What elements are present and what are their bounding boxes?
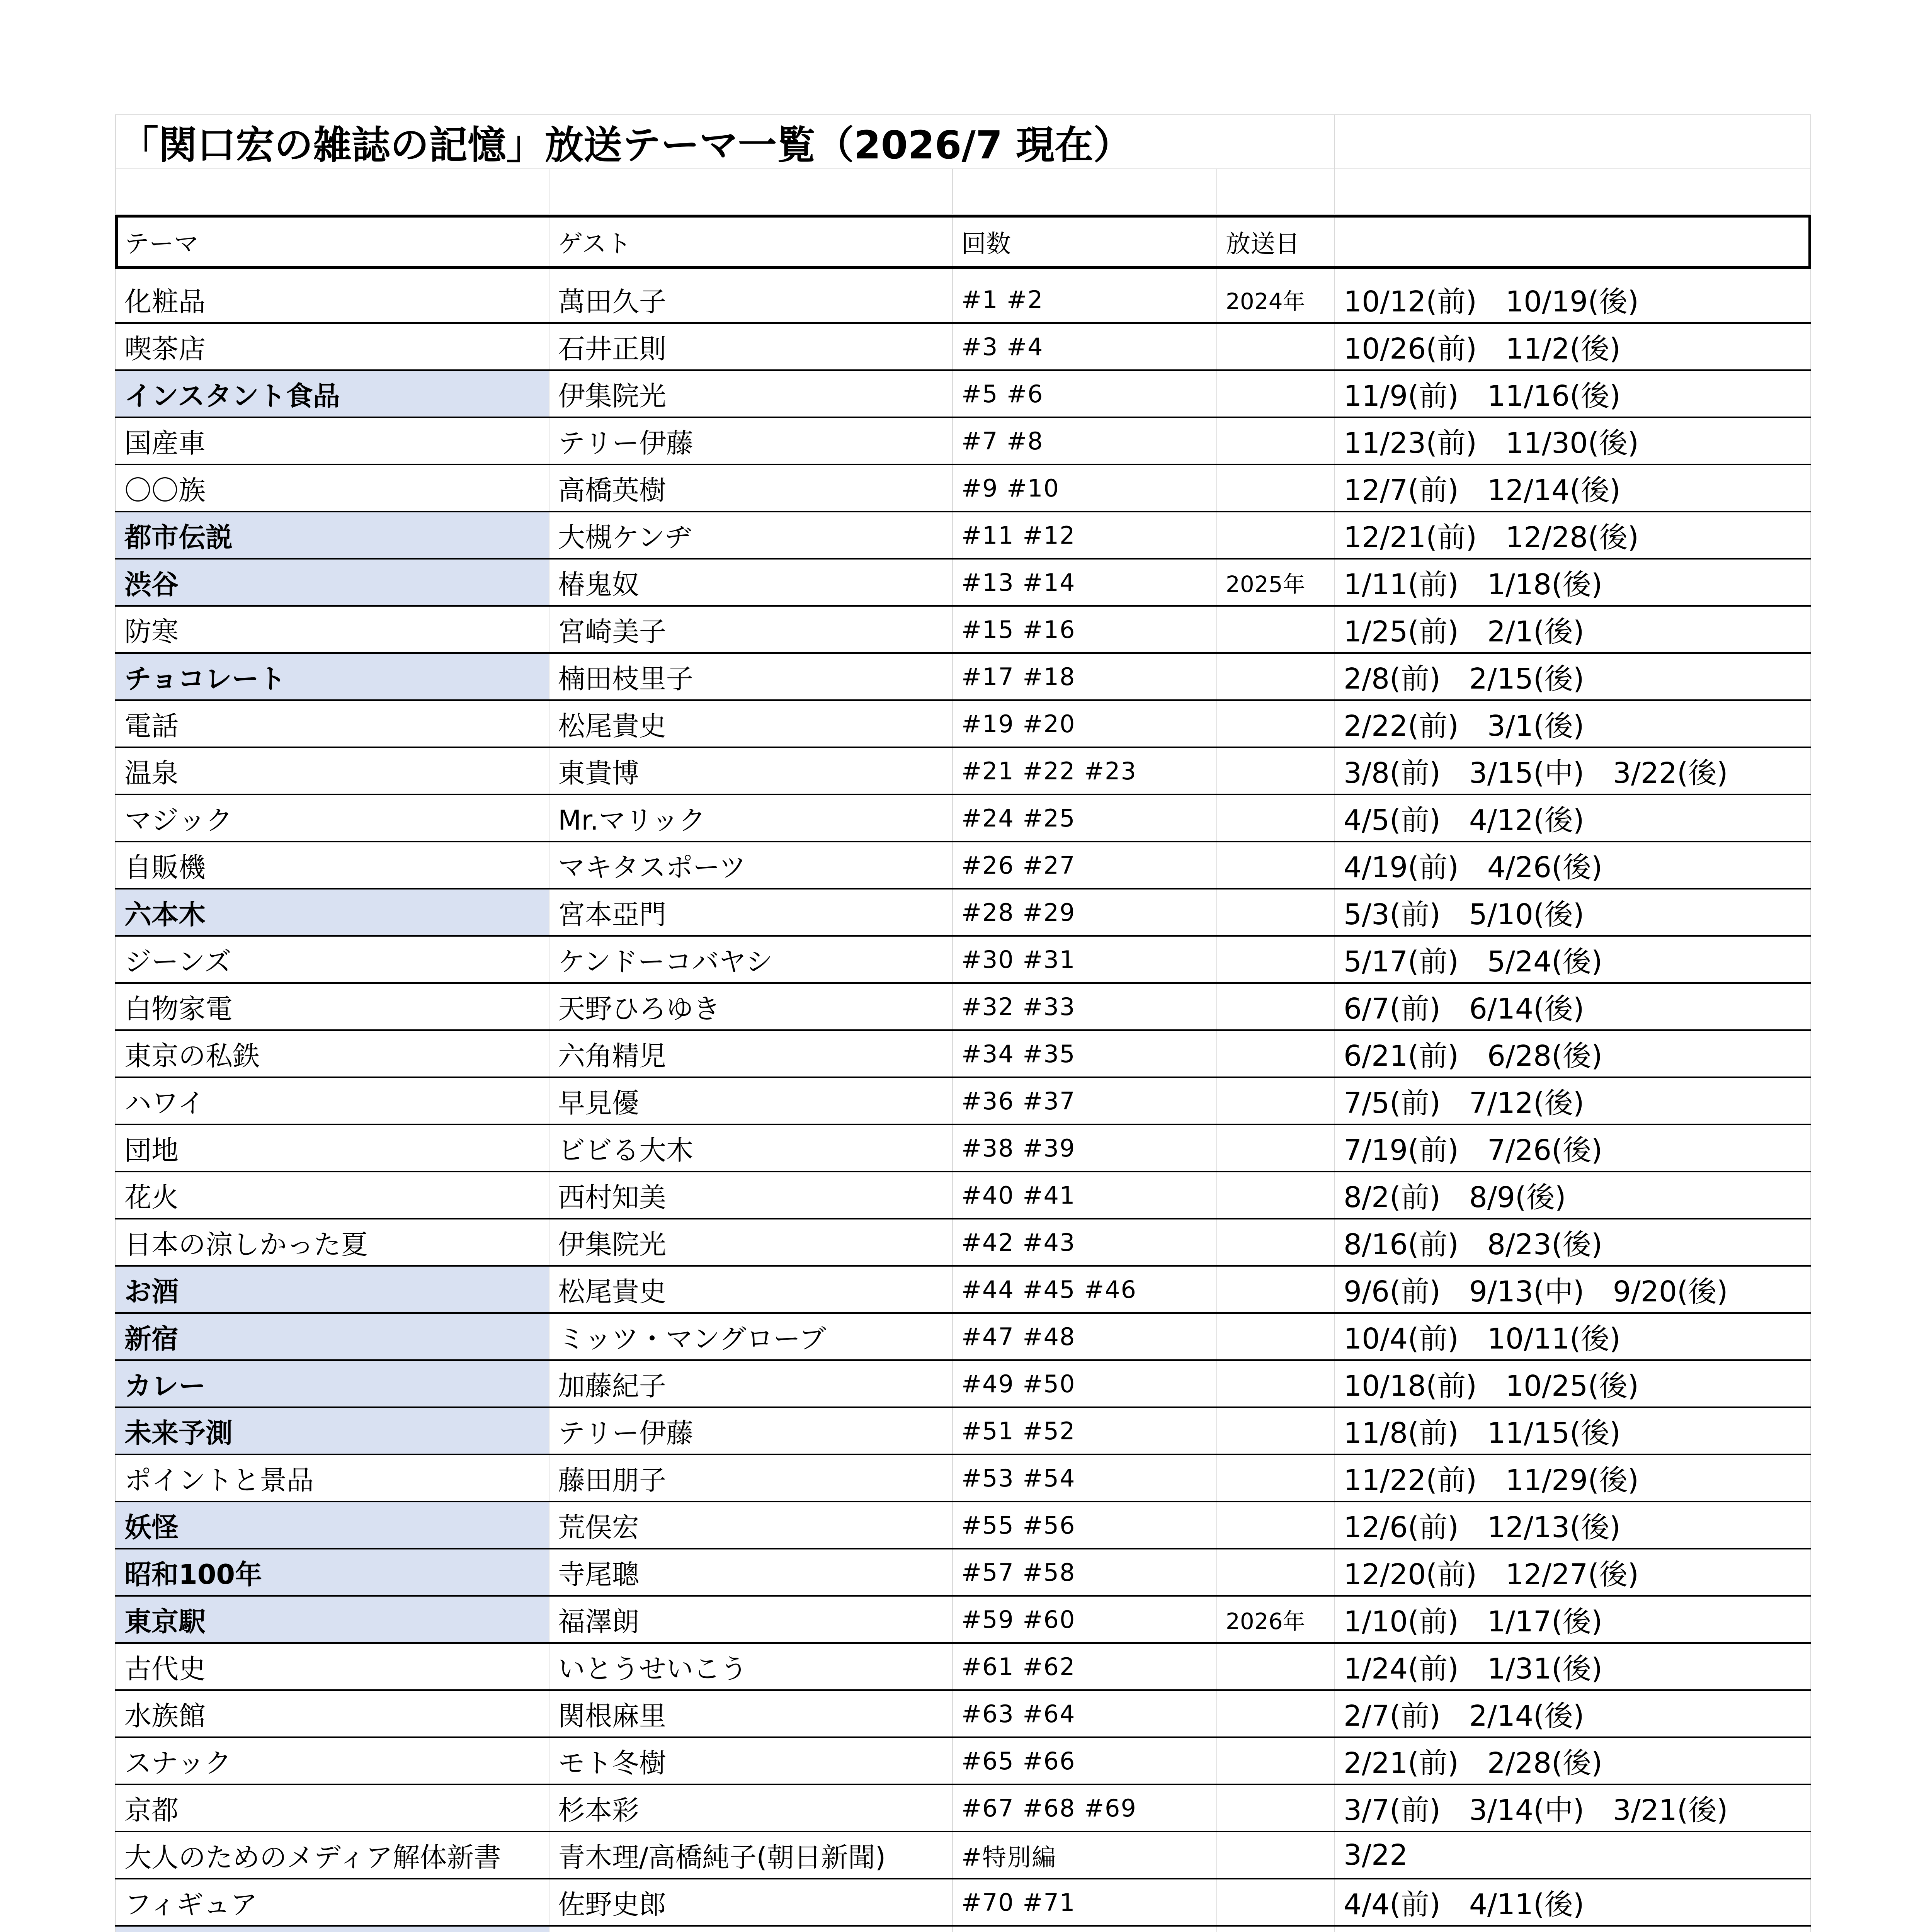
episodes-cell: #19 #20 xyxy=(953,701,1217,747)
guest-cell: ミッツ・マングローブ xyxy=(549,1314,953,1359)
dates-cell: 1/24(前) 1/31(後) xyxy=(1335,1644,1811,1689)
dates-cell: 3/8(前) 3/15(中) 3/22(後) xyxy=(1335,748,1811,794)
table-row xyxy=(115,1361,1811,1408)
table-row xyxy=(115,1785,1811,1832)
table-row xyxy=(115,1549,1811,1597)
dates-cell: 12/21(前) 12/28(後) xyxy=(1335,512,1811,558)
year-cell xyxy=(1217,1125,1335,1171)
empty-cell xyxy=(115,169,549,215)
episodes-cell: #61 #62 xyxy=(953,1644,1217,1689)
episodes-cell: #63 #64 xyxy=(953,1691,1217,1736)
guest-cell: 松尾貴史 xyxy=(549,1267,953,1312)
episodes-cell: #40 #41 xyxy=(953,1172,1217,1218)
episodes-cell: #1 #2 xyxy=(953,277,1217,322)
dates-cell: 7/5(前) 7/12(後) xyxy=(1335,1078,1811,1124)
theme-cell: 古代史 xyxy=(115,1644,549,1689)
episodes-cell: #38 #39 xyxy=(953,1125,1217,1171)
dates-cell: 5/3(前) 5/10(後) xyxy=(1335,889,1811,935)
guest-cell: 大槻ケンヂ xyxy=(549,512,953,558)
dates-cell: 5/17(前) 5/24(後) xyxy=(1335,937,1811,982)
year-cell xyxy=(1217,984,1335,1029)
guest-cell: ケンドーコバヤシ xyxy=(549,937,953,982)
episodes-cell: #57 #58 xyxy=(953,1549,1217,1595)
episodes-cell: #59 #60 xyxy=(953,1597,1217,1642)
table-row xyxy=(115,748,1811,795)
year-cell xyxy=(1217,1738,1335,1784)
table-row xyxy=(115,324,1811,371)
theme-cell: マジック xyxy=(115,795,549,841)
guest-cell: 早見優 xyxy=(549,1078,953,1124)
theme-cell: 新宿 xyxy=(115,1314,549,1359)
table-row xyxy=(115,937,1811,984)
guest-cell: テリー伊藤 xyxy=(549,1408,953,1454)
theme-cell: 六本木 xyxy=(115,889,549,935)
header-empty xyxy=(1335,215,1811,269)
empty-cell xyxy=(953,169,1217,215)
dates-cell: 3/22 xyxy=(1335,1832,1811,1878)
theme-cell: お酒 xyxy=(115,1267,549,1312)
theme-cell: 東京の私鉄 xyxy=(115,1031,549,1077)
episodes-cell: #34 #35 xyxy=(953,1031,1217,1077)
episodes-cell: #36 #37 xyxy=(953,1078,1217,1124)
column-header-row xyxy=(115,215,1811,269)
year-cell xyxy=(1217,701,1335,747)
episodes-cell: #44 #45 #46 xyxy=(953,1267,1217,1312)
episodes-cell: #30 #31 xyxy=(953,937,1217,982)
guest-cell: 荒俣宏 xyxy=(549,1502,953,1548)
year-cell xyxy=(1217,748,1335,794)
year-cell xyxy=(1217,607,1335,652)
year-cell xyxy=(1217,418,1335,464)
episodes-cell: #65 #66 xyxy=(953,1738,1217,1784)
dates-cell: 10/26(前) 11/2(後) xyxy=(1335,324,1811,369)
theme-cell: 防寒 xyxy=(115,607,549,652)
table-row xyxy=(115,1267,1811,1314)
episodes-cell: #13 #14 xyxy=(953,560,1217,605)
header-episodes: 回数 xyxy=(953,215,1217,269)
episodes-cell: #55 #56 xyxy=(953,1502,1217,1548)
guest-cell: 石井正則 xyxy=(549,324,953,369)
table-row xyxy=(115,1502,1811,1549)
empty-cell xyxy=(549,169,953,215)
dates-cell: 11/22(前) 11/29(後) xyxy=(1335,1455,1811,1501)
dates-cell: 11/9(前) 11/16(後) xyxy=(1335,371,1811,417)
episodes-cell: #5 #6 xyxy=(953,371,1217,417)
table-row xyxy=(115,512,1811,560)
guest-cell: 楠田枝里子 xyxy=(549,654,953,699)
guest-cell: テリー伊藤 xyxy=(549,418,953,464)
table-row xyxy=(115,418,1811,465)
guest-cell: 佐野史郎 xyxy=(549,1879,953,1925)
year-cell xyxy=(1217,1219,1335,1265)
empty-cell xyxy=(1335,114,1811,169)
header-guest: ゲスト xyxy=(549,215,953,269)
year-cell xyxy=(1217,324,1335,369)
guest-cell: 杉本彩 xyxy=(549,1785,953,1831)
dates-cell: 2/8(前) 2/15(後) xyxy=(1335,654,1811,699)
guest-cell: 宮本亞門 xyxy=(549,889,953,935)
episodes-cell: #26 #27 xyxy=(953,842,1217,888)
header-broadcast: 放送日 xyxy=(1217,215,1335,269)
theme-cell: 温泉 xyxy=(115,748,549,794)
table-row xyxy=(115,1691,1811,1738)
table-body xyxy=(115,277,1811,1932)
episodes-cell: #53 #54 xyxy=(953,1455,1217,1501)
dates-cell: 7/19(前) 7/26(後) xyxy=(1335,1125,1811,1171)
theme-cell: 自販機 xyxy=(115,842,549,888)
episodes-cell: #15 #16 xyxy=(953,607,1217,652)
year-cell xyxy=(1217,795,1335,841)
theme-cell: 昭和100年 xyxy=(115,1549,549,1595)
table-row xyxy=(115,1927,1811,1932)
theme-cell: 喫茶店 xyxy=(115,324,549,369)
guest-cell: モト冬樹 xyxy=(549,1738,953,1784)
table-row xyxy=(115,654,1811,701)
guest-cell: 西村知美 xyxy=(549,1172,953,1218)
dates-cell: 4/4(前) 4/11(後) xyxy=(1335,1879,1811,1925)
table-row xyxy=(115,1078,1811,1125)
guest-cell: 青木理/高橋純子(朝日新聞) xyxy=(549,1832,953,1878)
episodes-cell: #42 #43 xyxy=(953,1219,1217,1265)
table-row xyxy=(115,560,1811,607)
table-row xyxy=(115,1738,1811,1785)
year-cell xyxy=(1217,654,1335,699)
dates-cell: 10/4(前) 10/11(後) xyxy=(1335,1314,1811,1359)
table-row xyxy=(115,1597,1811,1644)
guest-cell: 伊集院光 xyxy=(549,371,953,417)
year-cell xyxy=(1217,465,1335,511)
theme-cell: 白物家電 xyxy=(115,984,549,1029)
year-cell xyxy=(1217,1785,1335,1831)
guest-cell: 藤田朋子 xyxy=(549,1455,953,1501)
theme-cell: 妖怪 xyxy=(115,1502,549,1548)
theme-cell: 東京駅 xyxy=(115,1597,549,1642)
empty-cell xyxy=(1217,169,1335,215)
dates-cell: 2/21(前) 2/28(後) xyxy=(1335,1738,1811,1784)
episodes-cell: #24 #25 xyxy=(953,795,1217,841)
year-cell: 2026年 xyxy=(1217,1597,1335,1642)
table-row xyxy=(115,795,1811,842)
year-cell xyxy=(1217,1267,1335,1312)
dates-cell: 12/6(前) 12/13(後) xyxy=(1335,1502,1811,1548)
episodes-cell: #7 #8 xyxy=(953,418,1217,464)
year-cell xyxy=(1217,1644,1335,1689)
theme-cell: 大人のためのメディア解体新書 xyxy=(115,1832,549,1878)
dates-cell: 2/7(前) 2/14(後) xyxy=(1335,1691,1811,1736)
year-cell: 2025年 xyxy=(1217,560,1335,605)
guest-cell: 椿鬼奴 xyxy=(549,560,953,605)
guest-cell xyxy=(549,1927,953,1932)
episodes-cell: #49 #50 xyxy=(953,1361,1217,1406)
episodes-cell: #21 #22 #23 xyxy=(953,748,1217,794)
theme-cell: 化粧品 xyxy=(115,277,549,322)
year-cell xyxy=(1217,1408,1335,1454)
year-cell xyxy=(1217,1361,1335,1406)
theme-cell: 〇〇族 xyxy=(115,465,549,511)
guest-cell: 寺尾聰 xyxy=(549,1549,953,1595)
table-row xyxy=(115,701,1811,748)
guest-cell: いとうせいこう xyxy=(549,1644,953,1689)
table-row xyxy=(115,984,1811,1031)
year-cell xyxy=(1217,371,1335,417)
guest-cell: 伊集院光 xyxy=(549,1219,953,1265)
empty-cell xyxy=(549,269,953,277)
sheet-title: 「関口宏の雑誌の記憶」放送テーマ一覧（2026/7 現在） xyxy=(115,114,1335,169)
episodes-cell: #67 #68 #69 xyxy=(953,1785,1217,1831)
empty-cell xyxy=(115,269,549,277)
table-row xyxy=(115,1172,1811,1219)
episodes-cell: #11 #12 xyxy=(953,512,1217,558)
year-cell xyxy=(1217,512,1335,558)
dates-cell: 8/2(前) 8/9(後) xyxy=(1335,1172,1811,1218)
theme-cell: スナック xyxy=(115,1738,549,1784)
episodes-cell: #特別編 xyxy=(953,1832,1217,1878)
episodes-cell xyxy=(953,1927,1217,1932)
table-row xyxy=(115,1832,1811,1879)
blank-row xyxy=(115,169,1811,215)
year-cell xyxy=(1217,842,1335,888)
episodes-cell: #3 #4 xyxy=(953,324,1217,369)
episodes-cell: #17 #18 xyxy=(953,654,1217,699)
dates-cell: 10/18(前) 10/25(後) xyxy=(1335,1361,1811,1406)
theme-cell: 都市伝説 xyxy=(115,512,549,558)
dates-cell: 11/23(前) 11/30(後) xyxy=(1335,418,1811,464)
dates-cell: 8/16(前) 8/23(後) xyxy=(1335,1219,1811,1265)
theme-cell: チョコレート xyxy=(115,654,549,699)
theme-cell: 京都 xyxy=(115,1785,549,1831)
empty-cell xyxy=(1217,269,1335,277)
year-cell xyxy=(1217,1502,1335,1548)
theme-cell: 未来予測 xyxy=(115,1408,549,1454)
theme-cell: 電話 xyxy=(115,701,549,747)
table-row xyxy=(115,465,1811,512)
episodes-cell: #32 #33 xyxy=(953,984,1217,1029)
table-row xyxy=(115,1455,1811,1502)
guest-cell: 萬田久子 xyxy=(549,277,953,322)
dates-cell: 1/10(前) 1/17(後) xyxy=(1335,1597,1811,1642)
dates-cell: 4/19(前) 4/26(後) xyxy=(1335,842,1811,888)
year-cell xyxy=(1217,1314,1335,1359)
guest-cell: ビビる大木 xyxy=(549,1125,953,1171)
empty-cell xyxy=(1335,169,1811,215)
year-cell xyxy=(1217,1691,1335,1736)
year-cell xyxy=(1217,1927,1335,1932)
dates-cell: 1/25(前) 2/1(後) xyxy=(1335,607,1811,652)
year-cell xyxy=(1217,889,1335,935)
guest-cell: 天野ひろゆき xyxy=(549,984,953,1029)
dates-cell: 6/21(前) 6/28(後) xyxy=(1335,1031,1811,1077)
dates-cell: 9/6(前) 9/13(中) 9/20(後) xyxy=(1335,1267,1811,1312)
empty-cell xyxy=(953,269,1217,277)
table-row xyxy=(115,1219,1811,1267)
table-row xyxy=(115,889,1811,937)
dates-cell: 3/7(前) 3/14(中) 3/21(後) xyxy=(1335,1785,1811,1831)
year-cell xyxy=(1217,1455,1335,1501)
guest-cell: 宮崎美子 xyxy=(549,607,953,652)
theme-cell: 渋谷 xyxy=(115,560,549,605)
year-cell: 2024年 xyxy=(1217,277,1335,322)
dates-cell: 11/8(前) 11/15(後) xyxy=(1335,1408,1811,1454)
title-row xyxy=(115,114,1811,169)
dates-cell: 2/22(前) 3/1(後) xyxy=(1335,701,1811,747)
theme-cell: 団地 xyxy=(115,1125,549,1171)
table-row xyxy=(115,1125,1811,1172)
guest-cell: 加藤紀子 xyxy=(549,1361,953,1406)
theme-cell: フィギュア xyxy=(115,1879,549,1925)
year-cell xyxy=(1217,1549,1335,1595)
year-cell xyxy=(1217,1078,1335,1124)
year-cell xyxy=(1217,1172,1335,1218)
guest-cell: 福澤朗 xyxy=(549,1597,953,1642)
year-cell xyxy=(1217,1832,1335,1878)
guest-cell: 東貴博 xyxy=(549,748,953,794)
theme-cell: ハワイ xyxy=(115,1078,549,1124)
header-theme: テーマ xyxy=(115,215,549,269)
theme-cell: ジーンズ xyxy=(115,937,549,982)
guest-cell: 松尾貴史 xyxy=(549,701,953,747)
dates-cell: 1/11(前) 1/18(後) xyxy=(1335,560,1811,605)
episodes-cell: #70 #71 xyxy=(953,1879,1217,1925)
gap-row xyxy=(115,269,1811,277)
table-row xyxy=(115,1314,1811,1361)
guest-cell: Mr.マリック xyxy=(549,795,953,841)
year-cell xyxy=(1217,937,1335,982)
episodes-cell: #51 #52 xyxy=(953,1408,1217,1454)
episodes-cell: #47 #48 xyxy=(953,1314,1217,1359)
guest-cell: 高橋英樹 xyxy=(549,465,953,511)
table-row xyxy=(115,1408,1811,1455)
theme-cell: カレー xyxy=(115,1361,549,1406)
theme-cell: 国産車 xyxy=(115,418,549,464)
guest-cell: マキタスポーツ xyxy=(549,842,953,888)
guest-cell: 関根麻里 xyxy=(549,1691,953,1736)
theme-cell: 日本の涼しかった夏 xyxy=(115,1219,549,1265)
theme-cell: インスタント食品 xyxy=(115,371,549,417)
table-row xyxy=(115,1644,1811,1691)
guest-cell: 六角精児 xyxy=(549,1031,953,1077)
episodes-cell: #28 #29 xyxy=(953,889,1217,935)
theme-cell: 水族館 xyxy=(115,1691,549,1736)
table-row xyxy=(115,1031,1811,1078)
dates-cell: 6/7(前) 6/14(後) xyxy=(1335,984,1811,1029)
table-row xyxy=(115,842,1811,889)
year-cell xyxy=(1217,1879,1335,1925)
theme-cell xyxy=(115,1927,549,1932)
table-row xyxy=(115,277,1811,324)
dates-cell: 4/5(前) 4/12(後) xyxy=(1335,795,1811,841)
dates-cell: 12/20(前) 12/27(後) xyxy=(1335,1549,1811,1595)
theme-cell: 花火 xyxy=(115,1172,549,1218)
table-row xyxy=(115,607,1811,654)
theme-cell: ポイントと景品 xyxy=(115,1455,549,1501)
table-row xyxy=(115,1879,1811,1927)
dates-cell xyxy=(1335,1927,1811,1932)
dates-cell: 12/7(前) 12/14(後) xyxy=(1335,465,1811,511)
empty-cell xyxy=(1335,269,1811,277)
dates-cell: 10/12(前) 10/19(後) xyxy=(1335,277,1811,322)
table-row xyxy=(115,371,1811,418)
episodes-cell: #9 #10 xyxy=(953,465,1217,511)
year-cell xyxy=(1217,1031,1335,1077)
broadcast-theme-sheet xyxy=(115,114,1811,1932)
